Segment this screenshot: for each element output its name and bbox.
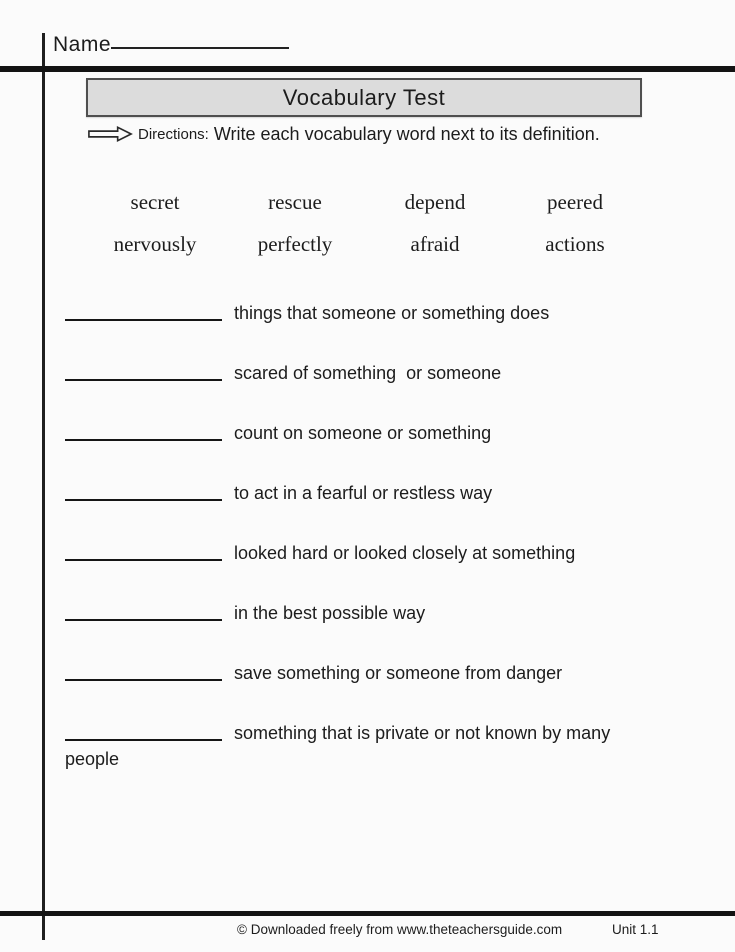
footer-unit-label: Unit 1.1: [612, 922, 659, 937]
directions-row: [87, 122, 600, 146]
footer-credit: © Downloaded freely from www.theteachersguide.com: [237, 922, 563, 937]
header-divider-line: [0, 66, 735, 72]
definition-row: [65, 300, 653, 326]
definition-text: scared of something or someone: [234, 363, 502, 383]
definition-row: [65, 420, 653, 446]
word-bank-word: actions: [545, 232, 605, 256]
word-bank-word: perfectly: [257, 232, 333, 256]
answer-blank-line[interactable]: [65, 377, 222, 381]
definition-text: to act in a fearful or restless way: [234, 483, 493, 503]
answer-blank-line[interactable]: [65, 557, 222, 561]
definition-text: things that someone or something does: [234, 303, 550, 323]
definition-row: [65, 720, 653, 772]
directions-text: Write each vocabulary word next to its definition.: [208, 123, 600, 144]
definition-row: [65, 600, 653, 626]
word-bank-word: peered: [547, 190, 603, 214]
definition-text: looked hard or looked closely at something: [234, 543, 576, 563]
left-margin-line: [42, 33, 45, 940]
directions-arrow-icon: [87, 125, 133, 143]
definition-text: count on someone or something: [234, 423, 492, 443]
answer-blank-line[interactable]: [65, 437, 222, 441]
footer-divider-line: [0, 911, 735, 916]
definition-row: [65, 360, 653, 386]
definition-text: in the best possible way: [234, 603, 426, 623]
answer-blank-line[interactable]: [65, 497, 222, 501]
word-bank-word: rescue: [268, 190, 322, 214]
word-bank-word: secret: [130, 190, 180, 214]
answer-blank-line[interactable]: [65, 317, 222, 321]
definition-text: something that is private or not known by many people: [65, 723, 616, 769]
word-bank-word: nervously: [113, 232, 197, 256]
definition-row: [65, 480, 653, 506]
title-banner: [86, 78, 642, 117]
definition-text: save something or someone from danger: [234, 663, 563, 683]
name-blank-line[interactable]: [111, 46, 289, 49]
answer-blank-line[interactable]: [65, 617, 222, 621]
definition-row: [65, 660, 653, 686]
word-bank-word: afraid: [410, 232, 460, 256]
answer-blank-line[interactable]: [65, 737, 222, 741]
directions-label: Directions:: [138, 125, 209, 143]
word-bank-word: depend: [404, 190, 466, 214]
answer-blank-line[interactable]: [65, 677, 222, 681]
page-title: Vocabulary Test: [282, 84, 446, 110]
word-bank: [85, 190, 645, 257]
name-row: [53, 33, 289, 57]
name-label: Name: [53, 33, 112, 56]
definition-row: [65, 540, 653, 566]
